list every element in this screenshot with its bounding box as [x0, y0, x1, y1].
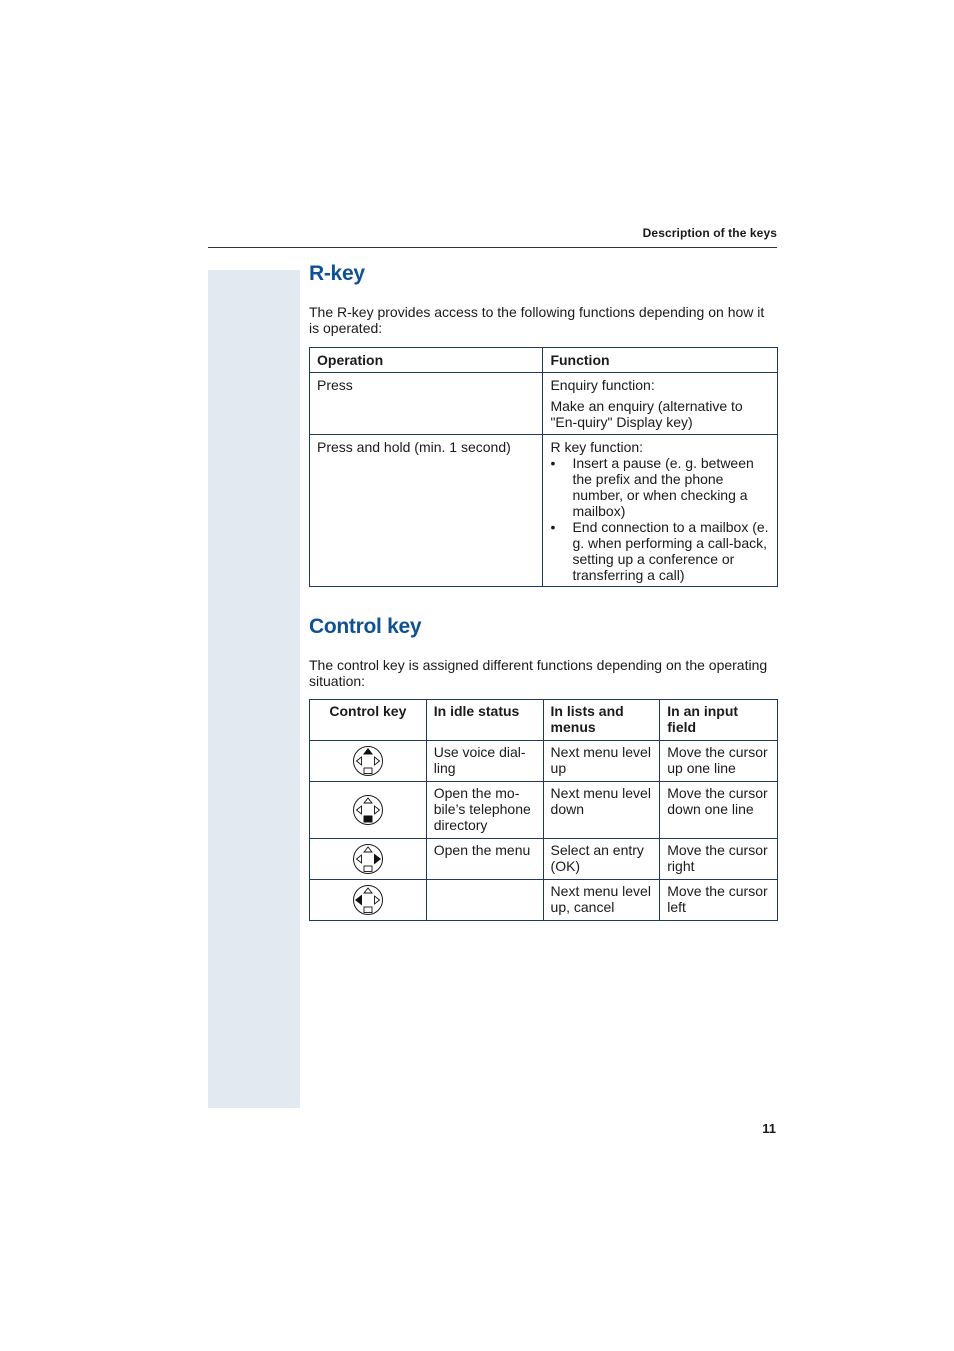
control-key-up-icon [352, 745, 384, 777]
function-cell [543, 373, 778, 435]
rkey-heading: R-key [309, 262, 365, 285]
input-cell: Move the cursor right [660, 839, 778, 880]
table-row [310, 782, 778, 839]
control-key-right-icon [352, 843, 384, 875]
header-rule [208, 247, 777, 248]
side-panel [208, 270, 300, 1108]
operation-cell: Press [310, 373, 543, 435]
input-cell: Move the cursor up one line [660, 741, 778, 782]
column-header-function: Function [543, 348, 778, 373]
control-key-cell [310, 839, 427, 880]
function-bullet-list [550, 455, 770, 583]
control-key-heading: Control key [309, 615, 422, 638]
table-header-row [310, 348, 778, 373]
page-number: 11 [762, 1121, 776, 1136]
bullet-item: • End connection to a mailbox (e. g. when performing a call-back, setting up a conference or transferring a call) [550, 519, 770, 583]
input-cell: Move the cursor left [660, 880, 778, 921]
idle-cell [426, 880, 543, 921]
control-key-table [309, 699, 778, 921]
lists-cell: Next menu level up, cancel [543, 880, 660, 921]
column-header-input: In an input field [660, 700, 778, 741]
idle-cell: Open the mo-bile’s telephone directory [426, 782, 543, 839]
operation-cell: Press and hold (min. 1 second) [310, 435, 543, 587]
rkey-table [309, 347, 778, 587]
idle-cell: Use voice dial-ling [426, 741, 543, 782]
table-row [310, 839, 778, 880]
control-key-cell [310, 782, 427, 839]
rkey-intro: The R-key provides access to the following functions depending on how it is operated: [309, 304, 765, 336]
table-row [310, 741, 778, 782]
lists-cell: Next menu level down [543, 782, 660, 839]
running-header: Description of the keys [642, 226, 777, 240]
page-content [309, 262, 778, 921]
table-header-row [310, 700, 778, 741]
column-header-idle: In idle status [426, 700, 543, 741]
function-text: Make an enquiry (alternative to "En-quiry" Display key) [550, 398, 743, 430]
column-header-lists: In lists and menus [543, 700, 660, 741]
input-cell: Move the cursor down one line [660, 782, 778, 839]
lists-cell: Next menu level up [543, 741, 660, 782]
control-key-intro: The control key is assigned different functions depending on the operating situation: [309, 657, 768, 689]
function-title: Enquiry function: [550, 377, 655, 393]
bullet-item: • Insert a pause (e. g. between the prefix and the phone number, or when checking a mailbox) [550, 455, 770, 519]
function-title: R key function: [550, 439, 644, 455]
column-header-operation: Operation [310, 348, 543, 373]
function-cell [543, 435, 778, 587]
control-key-cell [310, 880, 427, 921]
lists-cell: Select an entry (OK) [543, 839, 660, 880]
column-header-control-key: Control key [310, 700, 427, 741]
idle-cell: Open the menu [426, 839, 543, 880]
table-row [310, 373, 778, 435]
control-key-left-icon [352, 884, 384, 916]
table-row [310, 880, 778, 921]
control-key-down-icon [352, 794, 384, 826]
table-row [310, 435, 778, 587]
control-key-cell [310, 741, 427, 782]
